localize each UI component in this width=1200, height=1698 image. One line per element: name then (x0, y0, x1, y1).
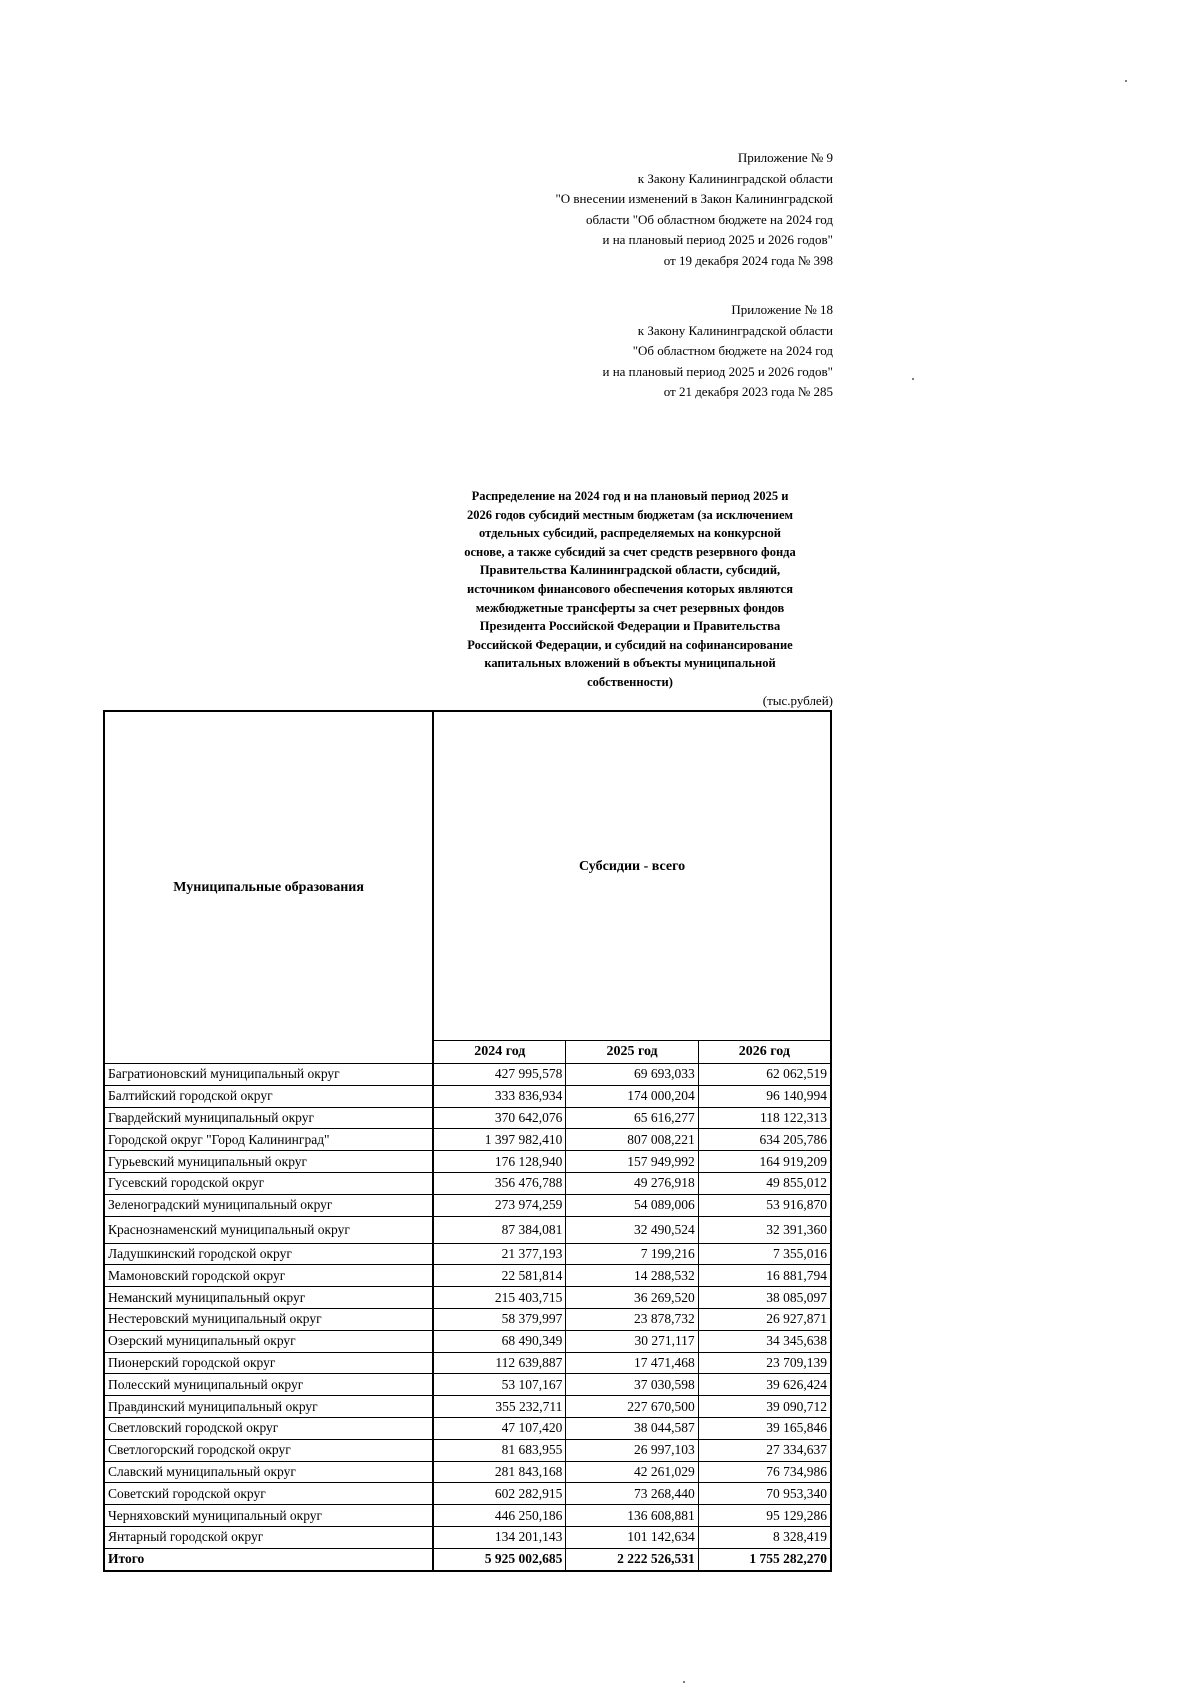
municipality-name: Зеленоградский муниципальный округ (104, 1194, 433, 1216)
document-title-line: межбюджетные трансферты за счет резервных фондов (475, 600, 785, 615)
annex-original-line: к Закону Калининградской области (637, 322, 833, 338)
value-2024: 81 683,955 (433, 1439, 566, 1461)
column-header-year-2025: 2025 год (566, 1041, 698, 1064)
value-2025: 174 000,204 (566, 1085, 698, 1107)
value-2025: 69 693,033 (566, 1064, 698, 1086)
value-2024: 53 107,167 (433, 1374, 566, 1396)
table-row (104, 1243, 831, 1265)
value-2026: 7 355,016 (698, 1243, 831, 1265)
municipality-name: Правдинский муниципальный округ (104, 1396, 433, 1418)
document-title-line: источником финансового обеспечения которых являются (467, 581, 793, 596)
value-2024: 68 490,349 (433, 1330, 566, 1352)
document-title-line: Правительства Калининградской области, субсидий, (479, 563, 781, 578)
value-2026: 39 165,846 (698, 1417, 831, 1439)
subsidy-distribution-table (103, 710, 832, 1572)
table-row (104, 1194, 831, 1216)
value-2026: 39 090,712 (698, 1396, 831, 1418)
value-2026: 16 881,794 (698, 1265, 831, 1287)
value-2025: 227 670,500 (566, 1396, 698, 1418)
value-2026: 32 391,360 (698, 1216, 831, 1243)
annex-current-line: области "Об областном бюджете на 2024 год (586, 211, 833, 227)
municipality-name: Гурьевский муниципальный округ (104, 1151, 433, 1173)
document-title-line: Российской Федерации, и субсидий на софинансирование (467, 637, 793, 652)
value-2026: 49 855,012 (698, 1172, 831, 1194)
value-2025: 7 199,216 (566, 1243, 698, 1265)
municipality-name: Городской округ "Город Калининград" (104, 1129, 433, 1151)
value-2026: 8 328,419 (698, 1526, 831, 1548)
column-header-municipalities: Муниципальные образования (104, 711, 433, 1064)
total-label: Итого (104, 1548, 433, 1570)
table-row (104, 1461, 831, 1483)
table-row (104, 1085, 831, 1107)
value-2026: 39 626,424 (698, 1374, 831, 1396)
value-2024: 87 384,081 (433, 1216, 566, 1243)
value-2025: 26 997,103 (566, 1439, 698, 1461)
value-2026: 38 085,097 (698, 1287, 831, 1309)
column-header-year-2024: 2024 год (433, 1041, 566, 1064)
annex-current-line: и на плановый период 2025 и 2026 годов" (602, 232, 833, 247)
value-2024: 602 282,915 (433, 1483, 566, 1505)
table-row (104, 1374, 831, 1396)
value-2025: 65 616,277 (566, 1107, 698, 1129)
table-row (104, 1216, 831, 1243)
value-2025: 54 089,006 (566, 1194, 698, 1216)
value-2024: 273 974,259 (433, 1194, 566, 1216)
value-2024: 22 581,814 (433, 1265, 566, 1287)
table-row (104, 1526, 831, 1548)
value-2025: 101 142,634 (566, 1526, 698, 1548)
value-2024: 5 925 002,685 (433, 1548, 566, 1570)
table-row (104, 1396, 831, 1418)
value-2024: 47 107,420 (433, 1417, 566, 1439)
municipality-name: Балтийский городской округ (104, 1085, 433, 1107)
document-title-line: собственности) (587, 674, 673, 689)
scan-speck (1125, 80, 1127, 82)
municipality-name: Пионерский городской округ (104, 1352, 433, 1374)
value-2026: 634 205,786 (698, 1129, 831, 1151)
value-2024: 134 201,143 (433, 1526, 566, 1548)
value-2024: 355 232,711 (433, 1396, 566, 1418)
municipality-name: Янтарный городской округ (104, 1526, 433, 1548)
value-2024: 176 128,940 (433, 1151, 566, 1173)
document-title-line: отдельных субсидий, распределяемых на конкурсной (479, 526, 781, 541)
municipality-name: Гвардейский муниципальный округ (104, 1107, 433, 1129)
annex-current-line: "О внесении изменений в Закон Калининградской (555, 191, 833, 206)
value-2025: 49 276,918 (566, 1172, 698, 1194)
municipality-name: Славский муниципальный округ (104, 1461, 433, 1483)
scan-speck (683, 1681, 685, 1683)
value-2026: 34 345,638 (698, 1330, 831, 1352)
table-row (104, 1308, 831, 1330)
value-2025: 38 044,587 (566, 1417, 698, 1439)
annex-original-line: "Об областном бюджете на 2024 год (632, 343, 833, 358)
column-header-year-2026: 2026 год (698, 1041, 831, 1064)
value-2026: 23 709,139 (698, 1352, 831, 1374)
value-2026: 1 755 282,270 (698, 1548, 831, 1570)
annex-current-line: от 19 декабря 2024 года № 398 (663, 252, 833, 268)
total-row (104, 1548, 831, 1570)
value-2024: 215 403,715 (433, 1287, 566, 1309)
document-title-line: капитальных вложений в объекты муниципальной (484, 656, 776, 671)
municipality-name: Полесский муниципальный округ (104, 1374, 433, 1396)
municipality-name: Светлогорский городской округ (104, 1439, 433, 1461)
value-2025: 807 008,221 (566, 1129, 698, 1151)
table-row (104, 1505, 831, 1527)
value-2024: 112 639,887 (433, 1352, 566, 1374)
document-title-line: основе, а также субсидий за счет средств резервного фонда (464, 544, 796, 559)
table-row (104, 1151, 831, 1173)
municipality-name: Багратионовский муниципальный округ (104, 1064, 433, 1086)
annex-original-line: Приложение № 18 (731, 302, 833, 317)
scan-speck (912, 378, 914, 380)
table-row (104, 1172, 831, 1194)
table-row (104, 1439, 831, 1461)
document-title-line: Президента Российской Федерации и Правительства (479, 619, 781, 634)
table-row (104, 1107, 831, 1129)
value-2025: 136 608,881 (566, 1505, 698, 1527)
table-row (104, 1129, 831, 1151)
value-2025: 17 471,468 (566, 1352, 698, 1374)
value-2024: 281 843,168 (433, 1461, 566, 1483)
value-2024: 1 397 982,410 (433, 1129, 566, 1151)
value-2026: 164 919,209 (698, 1151, 831, 1173)
value-2024: 21 377,193 (433, 1243, 566, 1265)
document-title (430, 487, 830, 692)
annex-original-header (453, 300, 833, 403)
value-2026: 62 062,519 (698, 1064, 831, 1086)
table-row (104, 1287, 831, 1309)
document-title-line: Распределение на 2024 год и на плановый период 2025 и (471, 489, 789, 503)
value-2026: 26 927,871 (698, 1308, 831, 1330)
table-row (104, 1352, 831, 1374)
table-row (104, 1265, 831, 1287)
column-header-subsidies-total: Субсидии - всего (433, 711, 831, 1041)
annex-current-header (453, 148, 833, 271)
municipality-name: Краснознаменский муниципальный округ (104, 1216, 433, 1243)
value-2025: 73 268,440 (566, 1483, 698, 1505)
table-row (104, 1483, 831, 1505)
unit-label: (тыс.рублей) (762, 693, 833, 708)
municipality-name: Гусевский городской округ (104, 1172, 433, 1194)
value-2024: 356 476,788 (433, 1172, 566, 1194)
value-2025: 14 288,532 (566, 1265, 698, 1287)
table-row (104, 1330, 831, 1352)
value-2025: 2 222 526,531 (566, 1548, 698, 1570)
municipality-name: Озерский муниципальный округ (104, 1330, 433, 1352)
value-2026: 118 122,313 (698, 1107, 831, 1129)
value-2026: 27 334,637 (698, 1439, 831, 1461)
municipality-name: Неманский муниципальный округ (104, 1287, 433, 1309)
value-2026: 96 140,994 (698, 1085, 831, 1107)
municipality-name: Светловский городской округ (104, 1417, 433, 1439)
municipality-name: Ладушкинский городской округ (104, 1243, 433, 1265)
municipality-name: Черняховский муниципальный округ (104, 1505, 433, 1527)
value-2025: 30 271,117 (566, 1330, 698, 1352)
value-2026: 76 734,986 (698, 1461, 831, 1483)
value-2025: 23 878,732 (566, 1308, 698, 1330)
annex-current-line: Приложение № 9 (737, 150, 833, 165)
municipality-name: Мамоновский городской округ (104, 1265, 433, 1287)
value-2026: 53 916,870 (698, 1194, 831, 1216)
value-2024: 446 250,186 (433, 1505, 566, 1527)
value-2025: 36 269,520 (566, 1287, 698, 1309)
value-2025: 157 949,992 (566, 1151, 698, 1173)
value-2025: 37 030,598 (566, 1374, 698, 1396)
municipality-name: Нестеровский муниципальный округ (104, 1308, 433, 1330)
value-2024: 370 642,076 (433, 1107, 566, 1129)
table-row (104, 1417, 831, 1439)
value-2024: 58 379,997 (433, 1308, 566, 1330)
value-2026: 70 953,340 (698, 1483, 831, 1505)
value-2025: 32 490,524 (566, 1216, 698, 1243)
value-2024: 427 995,578 (433, 1064, 566, 1086)
value-2026: 95 129,286 (698, 1505, 831, 1527)
value-2024: 333 836,934 (433, 1085, 566, 1107)
annex-original-line: и на плановый период 2025 и 2026 годов" (602, 363, 833, 379)
annex-original-line: от 21 декабря 2023 года № 285 (663, 384, 833, 399)
annex-current-line: к Закону Калининградской области (637, 170, 833, 186)
value-2025: 42 261,029 (566, 1461, 698, 1483)
municipality-name: Советский городской округ (104, 1483, 433, 1505)
document-title-line: 2026 годов субсидий местным бюджетам (за исключением (466, 507, 794, 522)
table-row (104, 1064, 831, 1086)
